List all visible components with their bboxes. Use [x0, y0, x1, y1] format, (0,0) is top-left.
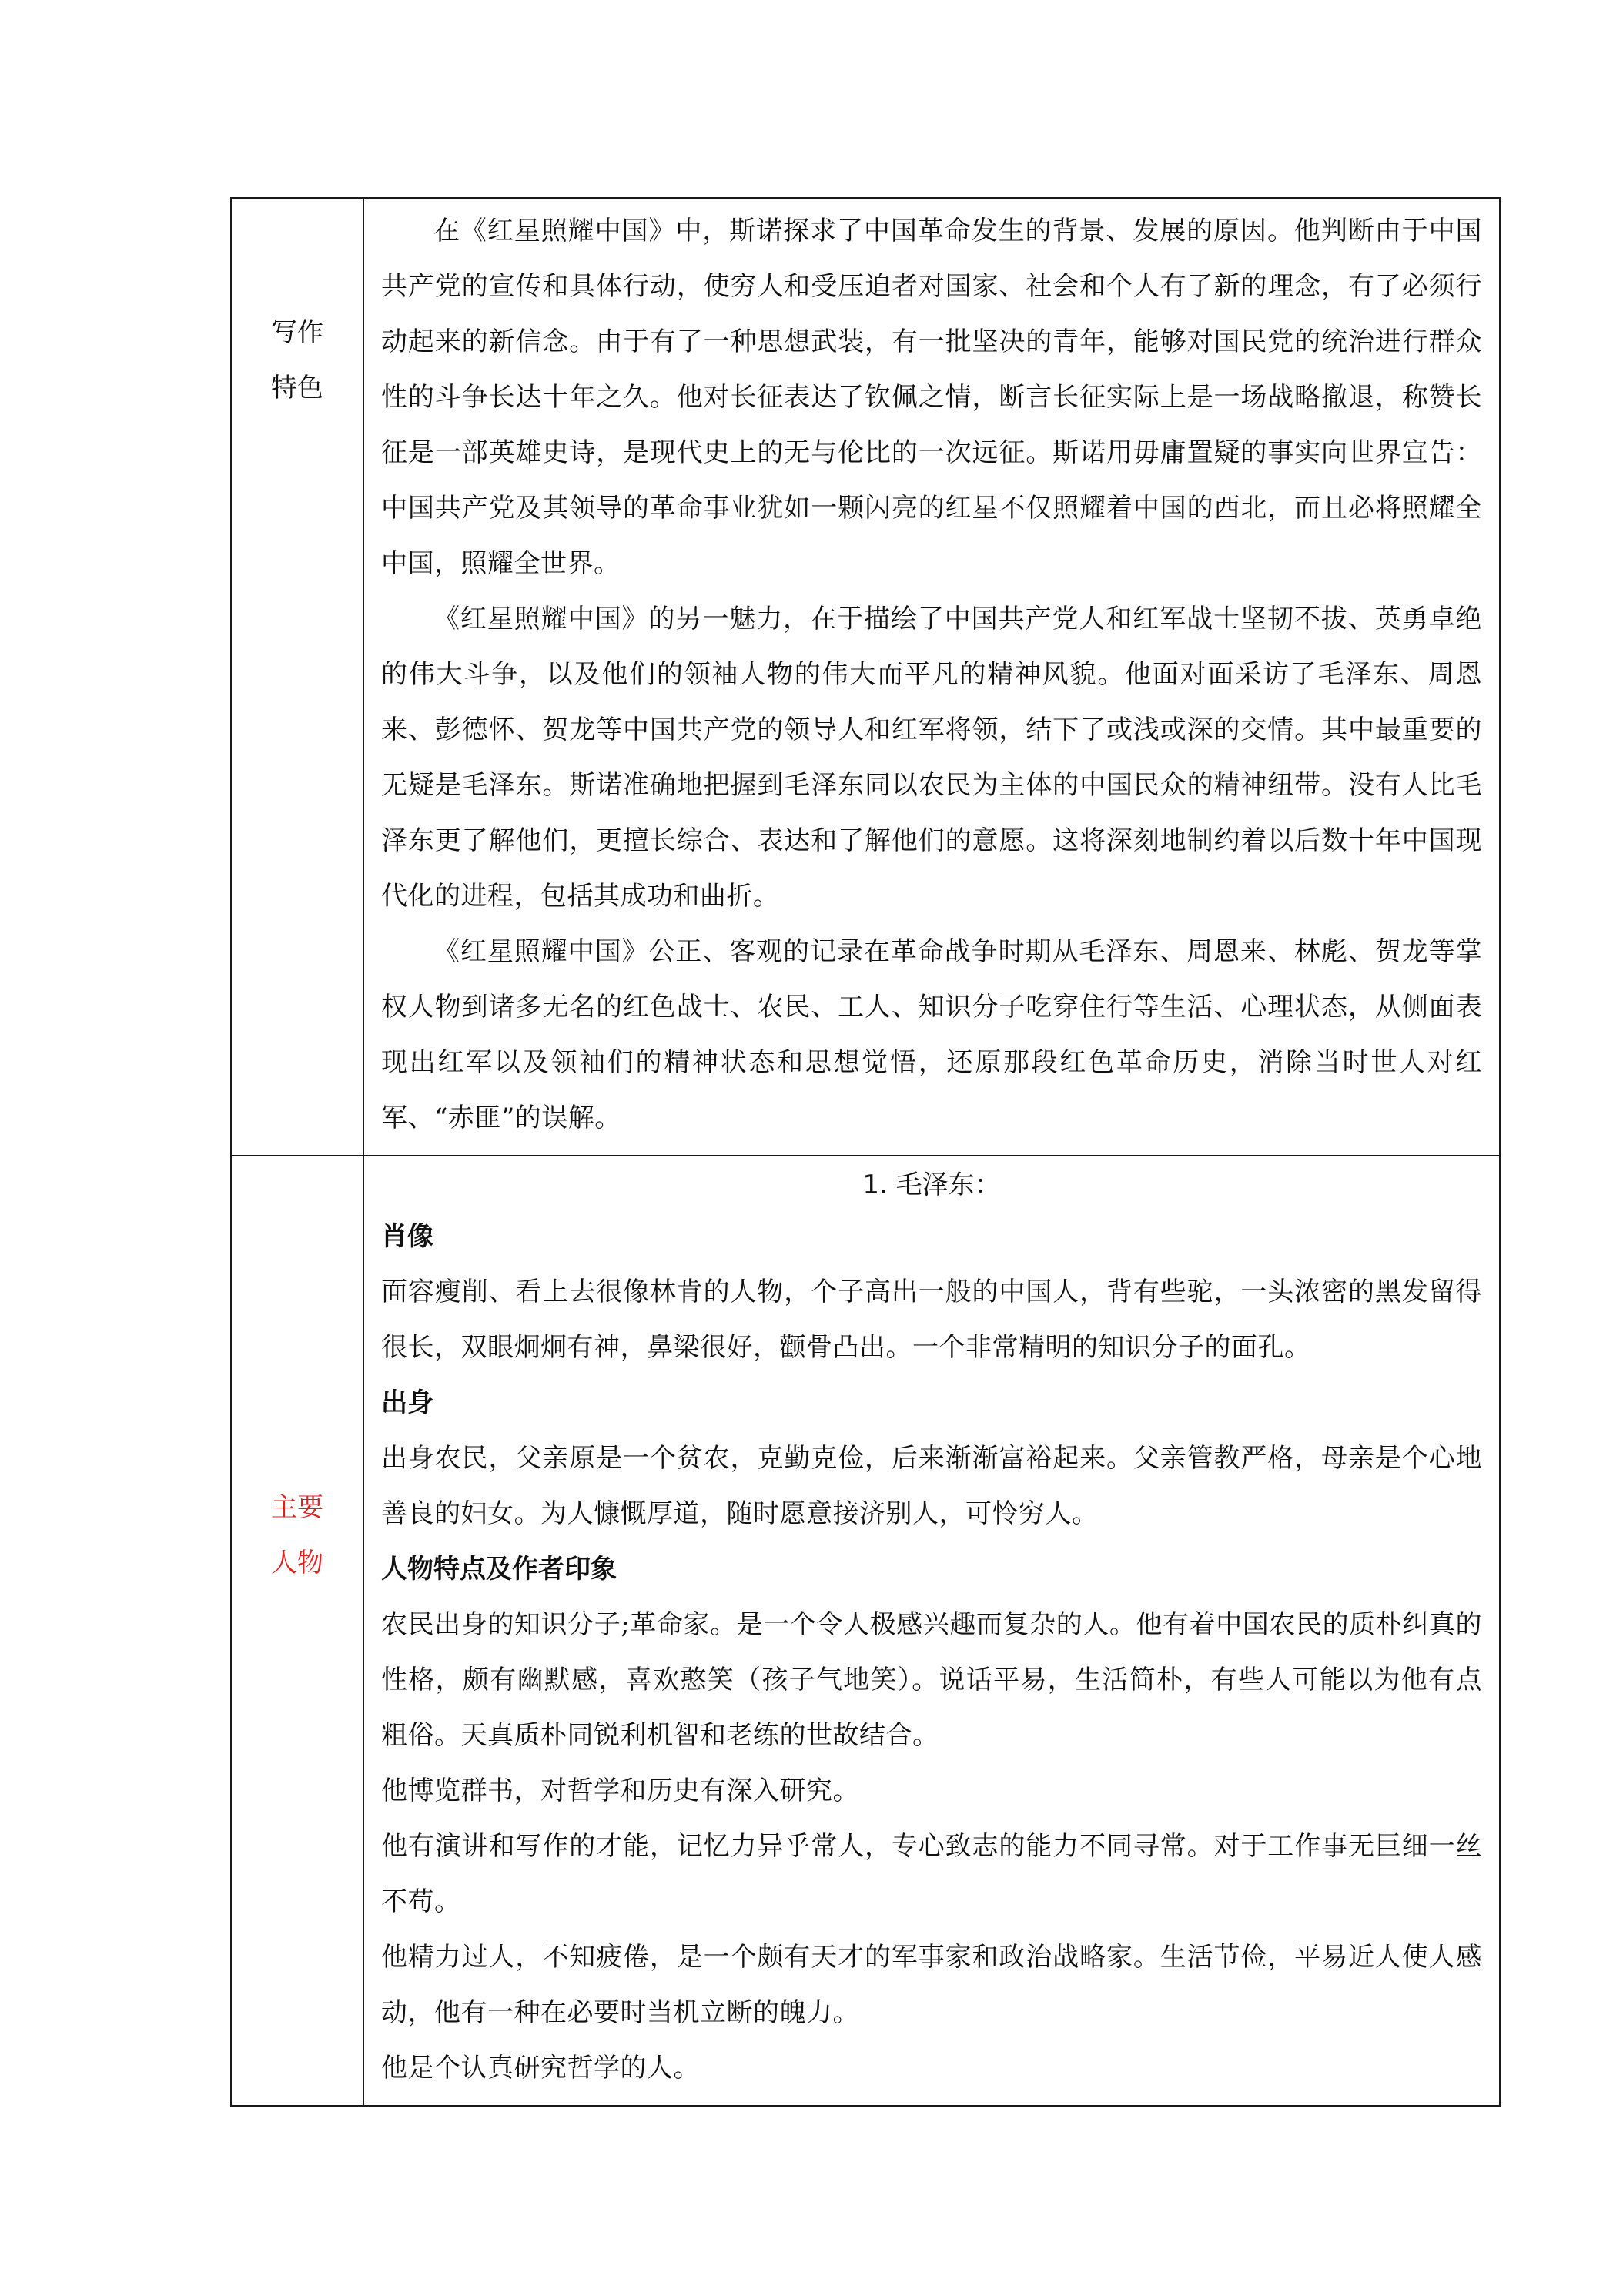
- traits-text-5: 他是个认真研究哲学的人。: [381, 2053, 700, 2083]
- portrait-text: 面容瘦削、看上去很像林肯的人物，个子高出一般的中国人，背有些驼，一头浓密的黑发留得很长，双眼炯炯有神，鼻梁很好，颧骨凸出。一个非常精明的知识分子的面孔。: [381, 1277, 1482, 1363]
- writing-features-label-line1: 写作: [271, 317, 323, 348]
- writing-paragraph-3: 《红星照耀中国》公正、客观的记录在革命战争时期从毛泽东、周恩来、林彪、贺龙等掌权人物到诸多无名的红色战士、农民、工人、知识分子吃穿住行等生活、心理状态，从侧面表现出红军以及领袖们的精神状态和思想觉悟，还原那段红色革命历史，消除当时世人对红军、“赤匪”的误解。: [381, 936, 1482, 1133]
- main-characters-label-line1: 主要: [271, 1492, 323, 1523]
- main-characters-row: [231, 1156, 1500, 2106]
- traits-text-1: 农民出身的知识分子;革命家。是一个令人极感兴趣而复杂的人。他有着中国农民的质朴纠真的性格，颇有幽默感，喜欢憨笑（孩子气地笑）。说话平易，生活简朴，有些人可能以为他有点粗俗。天真质朴同锐利机智和老练的世故结合。: [381, 1609, 1482, 1751]
- writing-features-row: [231, 198, 1500, 1156]
- origin-text: 出身农民，父亲原是一个贫农，克勤克俭，后来渐渐富裕起来。父亲管教严格，母亲是个心地善良的妇女。为人慷慨厚道，随时愿意接济别人，可怜穷人。: [381, 1443, 1482, 1529]
- content-table: [230, 197, 1501, 2107]
- main-characters-label-line2: 人物: [271, 1548, 323, 1578]
- traits-text-4: 他精力过人，不知疲倦，是一个颇有天才的军事家和政治战略家。生活节俭，平易近人使人感动，他有一种在必要时当机立断的魄力。: [381, 1942, 1482, 2028]
- writing-paragraph-2: 《红星照耀中国》的另一魅力，在于描绘了中国共产党人和红军战士坚韧不拔、英勇卓绝的伟大斗争，以及他们的领袖人物的伟大而平凡的精神风貌。他面对面采访了毛泽东、周恩来、彭德怀、贺龙等中国共产党的领导人和红军将领，结下了或浅或深的交情。其中最重要的无疑是毛泽东。斯诺准确地把握到毛泽东同以农民为主体的中国民众的精神纽带。没有人比毛泽东更了解他们，更擅长综合、表达和了解他们的意愿。这将深刻地制约着以后数十年中国现代化的进程，包括其成功和曲折。: [381, 604, 1482, 912]
- writing-paragraph-1: 在《红星照耀中国》中，斯诺探求了中国革命发生的背景、发展的原因。他判断由于中国共产党的宣传和具体行动，使穷人和受压迫者对国家、社会和个人有了新的理念，有了必须行动起来的新信念。由于有了一种思想武装，有一批坚决的青年，能够对国民党的统治进行群众性的斗争长达十年之久。他对长征表达了钦佩之情，断言长征实际上是一场战略撤退，称赞长征是一部英雄史诗，是现代史上的无与伦比的一次远征。斯诺用毋庸置疑的事实向世界宣告：中国共产党及其领导的革命事业犹如一颗闪亮的红星不仅照耀着中国的西北，而且必将照耀全中国，照耀全世界。: [381, 216, 1482, 579]
- person-title: 1. 毛泽东：: [862, 1170, 1001, 1200]
- traits-text-2: 他博览群书，对哲学和历史有深入研究。: [381, 1776, 859, 1806]
- section-heading-origin: 出身: [381, 1387, 433, 1418]
- section-heading-traits: 人物特点及作者印象: [381, 1554, 617, 1585]
- writing-features-label-line2: 特色: [271, 373, 323, 403]
- section-heading-portrait: 肖像: [381, 1221, 433, 1252]
- traits-text-3: 他有演讲和写作的才能，记忆力异乎常人，专心致志的能力不同寻常。对于工作事无巨细一丝不苟。: [381, 1831, 1482, 1917]
- main-characters-content-cell: [363, 1156, 1500, 2106]
- writing-features-label-cell: [231, 198, 363, 1156]
- writing-features-content-cell: [363, 198, 1500, 1156]
- main-characters-label-cell: [231, 1156, 363, 2106]
